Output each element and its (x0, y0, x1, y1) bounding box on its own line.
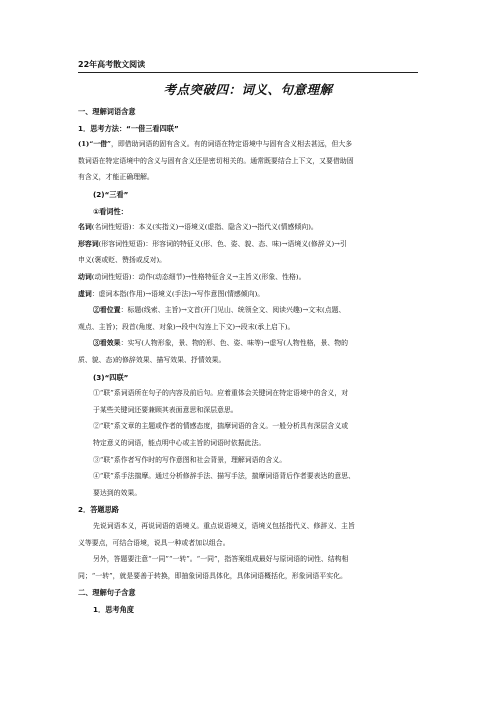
text-line (93, 439, 418, 448)
bold-term: (1)“一借” (78, 140, 112, 149)
section-heading: ①看词性： (93, 206, 128, 216)
line-text: 申义(褒或贬、赞扬或反对)。 (78, 256, 167, 265)
text-line (93, 605, 418, 615)
section-heading: 1．思考方法：“一借三看四联” (78, 123, 179, 133)
line-text: ，即借助词语的固有含义。有的词语在特定语境中与固有含义相去甚远，但大多 (111, 140, 353, 149)
bold-term: 动词 (78, 273, 92, 281)
header-rule (78, 72, 418, 73)
text-line (93, 422, 418, 431)
text-line (93, 456, 418, 465)
bold-term: ③看效果 (93, 339, 121, 348)
text-line (93, 389, 418, 398)
text-line (78, 124, 418, 134)
text-line (78, 157, 418, 166)
line-text: 同；“一转”，就是要善于转换，即抽象词语具体化，具体词语概括化，形象词语平实化。 (78, 571, 347, 580)
text-line (93, 207, 418, 217)
text-line (78, 140, 418, 149)
text-line (93, 190, 418, 200)
text-line (93, 472, 418, 481)
text-line (78, 505, 418, 515)
text-line (93, 555, 418, 564)
line-text: ①“联”系词语所在句子的内容及前后句。应着重体会关键词在特定语境中的含义，对 (93, 389, 349, 398)
text-line (93, 489, 418, 498)
text-line (93, 522, 418, 531)
line-text: ：标题(线索、主旨)→文首(开门见山、统领全文、阅读兴趣)→文末(点题、 (120, 306, 346, 315)
document-header-title: 22年高考散文阅读 (78, 60, 146, 69)
line-text: 数词语在特定语境中的含义与固有含义还是密切相关的。通常既要结合上下文，又要借助固 (78, 156, 354, 165)
text-line (78, 173, 418, 182)
section-heading: (2)“三看” (93, 190, 129, 199)
line-text: ③“联”系作者写作时的写作意图和社会背景，理解词语的含义。 (93, 455, 287, 464)
line-text: (形容词性短语)：形容词的特征义(形、色、姿、貌、态、味)→语境义(修辞义)→引 (98, 239, 347, 248)
text-line (78, 223, 418, 232)
line-text: ②“联”系文章的主题或作者的情感态度，揣摩词语的含义。一般分析具有深层含义或 (93, 422, 349, 431)
line-text: 要达到的效果。 (93, 488, 142, 497)
line-text: 义等要点，可结合语境，说具一种或者加以组合。 (78, 538, 230, 547)
text-line (93, 406, 418, 415)
text-line (78, 107, 418, 117)
text-line (93, 373, 418, 383)
line-text: ④“联”系手法揣摩。通过分析修辞手法、描写手法，揣摩词语背后作者要表达的意思、 (93, 472, 355, 481)
text-line (78, 539, 418, 548)
text-line (93, 339, 418, 348)
bold-term: ②看位置 (93, 306, 121, 315)
line-text: 于某些关键词还要兼顾其表面意思和深层意思。 (93, 405, 238, 414)
page-title: 考点突破四：词义、句意理解 (163, 82, 333, 97)
section-heading: (3)“四联” (93, 372, 129, 382)
bold-term: 形容词 (78, 239, 99, 248)
text-line (78, 588, 418, 598)
line-text: 有含义，才能正确理解。 (78, 173, 154, 182)
text-line (78, 290, 418, 299)
text-line (78, 323, 418, 332)
section-heading: 1．思考角度 (93, 605, 134, 614)
text-line (78, 256, 418, 265)
text-line (78, 356, 418, 365)
section-heading: 一、理解词语含意 (78, 107, 136, 116)
line-text: 另外，答题要注意“一同”“一转”。“一同”，指答案组成最好与原词语的词性、结构相 (93, 555, 349, 564)
bold-term: 名词 (78, 223, 92, 232)
text-line (78, 240, 418, 249)
line-text: 特定意义的词语，能点明中心或主旨的词语时依据此法。 (93, 439, 266, 447)
line-text: 观点、主旨)；段首(角度、对象)→段中(勾连上下文)→段末(承上启下)。 (78, 322, 295, 331)
section-heading: 2．答题思路 (78, 505, 119, 515)
line-text: ：实写(人物形象，景、物的形、色、姿、味等)→虚写(人物性格，景、物的 (120, 339, 349, 348)
line-text: (动词性短语)：动作(动态细节)→性格特征含义→主旨义(形象、性格)。 (91, 273, 306, 281)
line-text: (名词性短语)：本义(实指义)→语境义(虚指、隐含义)→指代义(情感倾向)。 (91, 223, 318, 232)
text-line (78, 572, 418, 581)
line-text: 先说词语本义，再说词语的语境义。重点说语境义，语境义包括指代义、修辞义、主旨 (93, 522, 355, 530)
line-text: 质、貌、态)的修辞效果、描写效果、抒情效果。 (78, 356, 226, 364)
text-line (78, 273, 418, 282)
section-heading: 二、理解句子含意 (78, 588, 136, 598)
line-text: ：虚词本指(作用)→语境义(手法)→写作意图(情感倾向)。 (91, 289, 265, 298)
text-line (93, 306, 418, 315)
bold-term: 虚词 (78, 289, 92, 298)
